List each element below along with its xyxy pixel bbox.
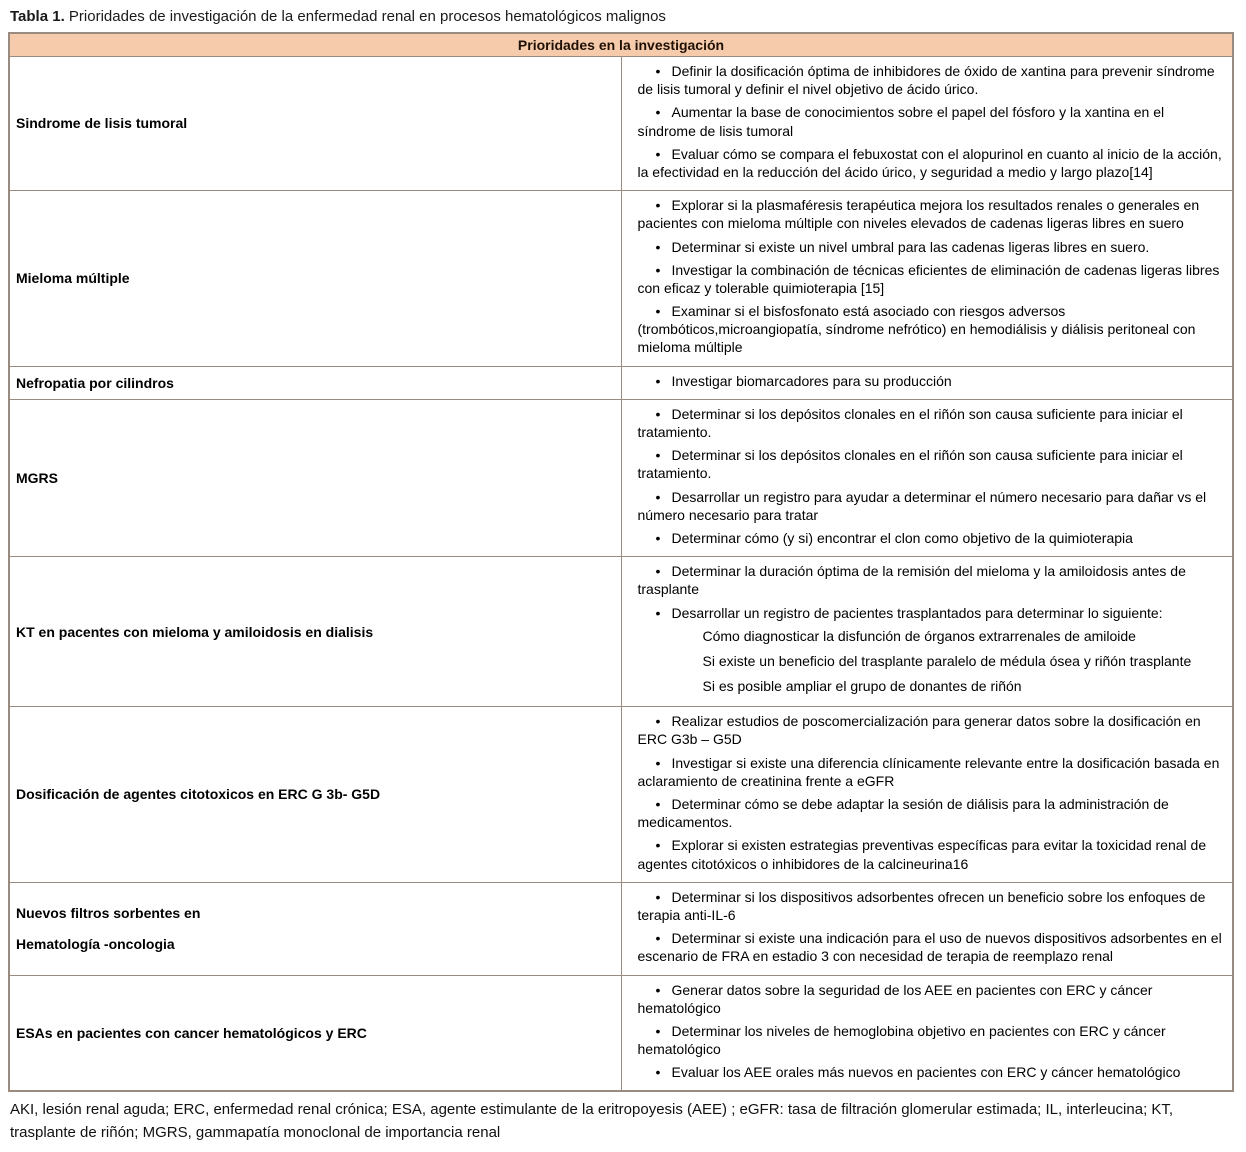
bullet-icon: • xyxy=(655,529,661,546)
row-items-cell xyxy=(621,975,1233,1091)
row-label-cell xyxy=(9,975,621,1091)
row-label-cell xyxy=(9,191,621,367)
bullet-item-text: Aumentar la base de conocimientos sobre el papel del fósforo y la xantina en el síndrome de lisis tumoral xyxy=(637,104,1165,139)
bullet-icon: • xyxy=(655,713,661,730)
bullet-item-text: Determinar si existe un nivel umbral para las cadenas ligeras libres en suero. xyxy=(671,238,1150,255)
row-items-cell xyxy=(621,557,1233,707)
bullet-icon: • xyxy=(655,1064,661,1081)
bullet-item xyxy=(630,1022,1223,1058)
table-row xyxy=(9,366,1233,399)
row-items-cell xyxy=(621,191,1233,367)
row-label-line: KT en pacentes con mieloma y amiloidosis en dialisis xyxy=(16,623,374,640)
table-body xyxy=(9,57,1233,1092)
bullet-item-text: Evaluar cómo se compara el febuxostat con el alopurinol en cuanto al inicio de la acción, la efectividad en la reducción del ácido úrico, y seguridad a medio y largo plazo[14] xyxy=(637,145,1222,180)
bullet-item-text: Investigar si existe una diferencia clínicamente relevante entre la dosificación basada en aclaramiento de creatinina frente a eGFR xyxy=(637,754,1220,789)
sub-item: Si es posible ampliar el grupo de donantes de riñón xyxy=(702,678,1022,695)
bullet-item-text: Explorar si existen estrategias preventivas específicas para evitar la toxicidad renal de agentes citotóxicos o inhibidores de la calcineurina16 xyxy=(637,837,1207,872)
bullet-item-text: Definir la dosificación óptima de inhibidores de óxido de xantina para prevenir síndrome de lisis tumoral y definir el nivel objetivo de ácido úrico. xyxy=(637,63,1215,98)
row-label-line: ESAs en pacientes con cancer hematológicos y ERC xyxy=(16,1024,367,1041)
bullet-item-text: Determinar si los dispositivos adsorbentes ofrecen un beneficio sobre los enfoques de terapia anti-IL-6 xyxy=(637,888,1206,923)
bullet-item xyxy=(630,562,1223,598)
bullet-item-text: Desarrollar un registro para ayudar a determinar el número necesario para dañar vs el número necesario para tratar xyxy=(637,488,1207,523)
bullet-icon: • xyxy=(655,604,661,621)
row-items-cell xyxy=(621,399,1233,556)
bullet-icon: • xyxy=(655,372,661,389)
bullet-icon: • xyxy=(655,488,661,505)
row-label-line: Hematología -oncologia xyxy=(16,935,175,952)
table-row xyxy=(9,191,1233,367)
sub-item: Si existe un beneficio del trasplante paralelo de médula ósea y riñón trasplante xyxy=(702,652,1192,669)
bullet-icon: • xyxy=(655,405,661,422)
bullet-item xyxy=(630,196,1223,232)
bullet-item-text: Determinar si los depósitos clonales en el riñón son causa suficiente para iniciar el tratamiento. xyxy=(637,405,1183,440)
bullet-item xyxy=(630,712,1223,748)
bullet-icon: • xyxy=(655,63,661,79)
table-caption-label: Tabla 1. xyxy=(10,8,65,25)
bullet-item-text: Determinar cómo se debe adaptar la sesión de diálisis para la administración de medicamentos. xyxy=(637,796,1169,831)
bullet-item-text: Determinar la duración óptima de la remisión del mieloma y la amiloidosis antes de trasplante xyxy=(637,563,1186,598)
row-label-cell xyxy=(9,707,621,883)
bullet-item xyxy=(630,372,1223,390)
bullet-item-text: Determinar los niveles de hemoglobina objetivo en pacientes con ERC y cáncer hematológico xyxy=(637,1022,1166,1058)
row-label-line: Nefropatia por cilindros xyxy=(16,374,174,391)
row-label-cell xyxy=(9,399,621,556)
table-caption-text: Prioridades de investigación de la enfermedad renal en procesos hematológicos malignos xyxy=(64,8,666,25)
bullet-item xyxy=(630,754,1223,790)
bullet-item xyxy=(630,62,1223,98)
sub-item: Cómo diagnosticar la disfunción de órganos extrarrenales de amiloide xyxy=(702,627,1136,644)
row-label-cell xyxy=(9,882,621,975)
bullet-item-text: Evaluar los AEE orales más nuevos en pacientes con ERC y cáncer hematológico xyxy=(671,1064,1181,1081)
row-label-cell xyxy=(9,557,621,707)
bullet-item xyxy=(630,888,1223,924)
row-items-cell xyxy=(621,882,1233,975)
row-items-cell xyxy=(621,57,1233,191)
bullet-icon: • xyxy=(655,754,661,771)
row-label-cell xyxy=(9,57,621,191)
row-label-line: Nuevos filtros sorbentes en xyxy=(16,905,201,922)
bullet-icon: • xyxy=(655,1022,661,1039)
table-row xyxy=(9,557,1233,707)
bullet-item xyxy=(630,836,1223,872)
bullet-icon: • xyxy=(655,238,661,255)
row-items-cell xyxy=(621,707,1233,883)
row-label-line: Dosificación de agentes citotoxicos en ERC G 3b- G5D xyxy=(16,786,381,803)
bullet-item xyxy=(630,103,1223,139)
bullet-item-text: Explorar si la plasmaféresis terapéutica mejora los resultados renales o generales en pacientes con mieloma múltiple con niveles elevados de cadenas ligeras libres en suero xyxy=(637,197,1200,232)
bullet-icon: • xyxy=(655,261,661,278)
bullet-icon: • xyxy=(655,796,661,812)
table-header-cell: Prioridades en la investigación xyxy=(9,33,1233,57)
bullet-item xyxy=(630,145,1223,181)
bullet-icon: • xyxy=(655,930,661,947)
bullet-item-text: Realizar estudios de poscomercialización para generar datos sobre la dosificación en ERC G3b – G5D xyxy=(637,713,1201,748)
bullet-item xyxy=(630,302,1223,357)
bullet-item-text: Determinar si los depósitos clonales en el riñón son causa suficiente para iniciar el tratamiento. xyxy=(637,447,1183,482)
bullet-item xyxy=(630,405,1223,441)
bullet-item-text: Generar datos sobre la seguridad de los AEE en pacientes con ERC y cáncer hematológico xyxy=(637,981,1153,1016)
row-label-line: Sindrome de lisis tumoral xyxy=(16,115,188,132)
row-label-cell xyxy=(9,366,621,399)
bullet-icon: • xyxy=(655,981,661,998)
priorities-table xyxy=(8,32,1234,1092)
bullet-icon: • xyxy=(655,303,661,320)
bullet-item xyxy=(630,929,1223,965)
bullet-item xyxy=(630,261,1223,297)
abbreviations-footnote: AKI, lesión renal aguda; ERC, enfermedad renal crónica; ESA, agente estimulante de la eritropoyesis (AEE) ; eGFR: tasa de filtración glomerular estimada; IL, interleucina; KT, trasplante de riñón; MGRS, gammapatía monoclonal de importancia renal xyxy=(10,1101,1174,1141)
bullet-item xyxy=(630,446,1223,482)
table-row xyxy=(9,707,1233,883)
bullet-item xyxy=(630,795,1223,831)
bullet-icon: • xyxy=(655,197,661,214)
bullet-icon: • xyxy=(655,888,661,905)
bullet-item xyxy=(630,488,1223,524)
bullet-item-text: Investigar la combinación de técnicas eficientes de eliminación de cadenas ligeras libres con eficaz y tolerable quimioterapia [15] xyxy=(637,261,1220,296)
bullet-item xyxy=(630,604,1223,622)
table-row xyxy=(9,975,1233,1091)
bullet-item-text: Investigar biomarcadores para su producción xyxy=(671,372,952,389)
bullet-icon: • xyxy=(655,563,661,580)
row-items-cell xyxy=(621,366,1233,399)
bullet-item-text: Examinar si el bisfosfonato está asociado con riesgos adversos (trombóticos,microangiopatía, síndrome nefrótico) en hemodiálisis y diálisis peritoneal con mieloma múltiple xyxy=(637,303,1196,356)
bullet-icon: • xyxy=(655,837,661,854)
bullet-icon: • xyxy=(655,447,661,464)
row-label-line: MGRS xyxy=(16,469,58,486)
bullet-item xyxy=(630,238,1223,256)
bullet-item xyxy=(630,1063,1223,1081)
table-header-row xyxy=(9,33,1233,57)
bullet-item xyxy=(630,981,1223,1017)
table-row xyxy=(9,399,1233,556)
bullet-item-text: Determinar cómo (y si) encontrar el clon como objetivo de la quimioterapia xyxy=(671,529,1133,546)
bullet-item-text: Desarrollar un registro de pacientes trasplantados para determinar lo siguiente: xyxy=(671,604,1163,621)
bullet-item xyxy=(630,529,1223,547)
table-caption xyxy=(10,8,1236,25)
bullet-icon: • xyxy=(655,104,661,121)
table-row xyxy=(9,57,1233,191)
bullet-item-text: Determinar si existe una indicación para el uso de nuevos dispositivos adsorbentes en el escenario de FRA en estadio 3 con necesidad de terapia de reemplazo renal xyxy=(637,930,1222,965)
bullet-icon: • xyxy=(655,145,661,162)
table-row xyxy=(9,882,1233,975)
row-label-line: Mieloma múltiple xyxy=(16,270,130,287)
